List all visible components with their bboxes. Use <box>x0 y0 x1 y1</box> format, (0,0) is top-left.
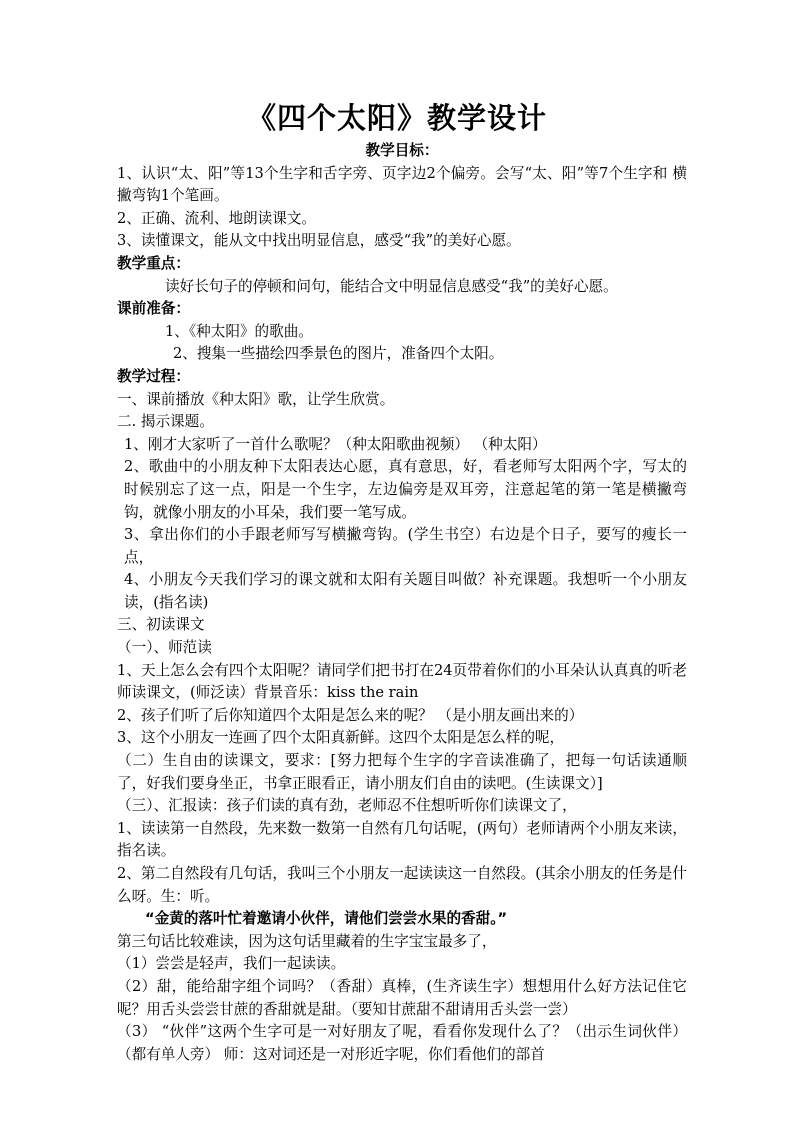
process-paragraph: 3、拿出你们的小手跟老师写写横撇弯钩。(学生书空）右边是个日子，要写的瘦长一点， <box>124 526 687 566</box>
section-heading: 三、初读课文 <box>117 616 205 634</box>
key-point-text: 读好长句子的停顿和问句，能结合文中明显信息感受“我”的美好心愿。 <box>165 277 618 295</box>
prep-item-1: 1、《种太阳》的歌曲。 <box>165 322 313 340</box>
process-paragraph: 二. 揭示课题。 <box>117 413 214 431</box>
objective-3: 3、读懂课文，能从文中找出明显信息，感受“我”的美好心愿。 <box>117 232 521 250</box>
document-title: 《四个太阳》教学设计 <box>246 101 547 135</box>
highlight-sentence: “金黄的落叶忙着邀请小伙伴，请他们尝尝水果的香甜。” <box>145 910 508 928</box>
document-body <box>117 140 687 1066</box>
key-point-heading: 教学重点： <box>117 254 190 272</box>
process-paragraph: 1、读读第一自然段，先来数一数第一自然有几句话呢，(两句）老师请两个小朋友来读，指名读。 <box>117 819 687 860</box>
process-paragraph: 2、孩子们听了后你知道四个太阳是怎么来的呢？ （是小朋友画出来的） <box>117 706 584 724</box>
process-paragraph: 1、天上怎么会有四个太阳呢？请同学们把书打在24页带着你们的小耳朵认认真真的听老师读课文，(师泛读）背景音乐：kiss the rain <box>117 661 687 702</box>
process-paragraph: （3） “伙伴”这两个生字可是一对好朋友了呢，看看你发现什么了？（出示生词伙伴） （都有单人旁） 师：这对词还是一对形近字呢，你们看他们的部首 <box>117 1023 687 1063</box>
process-paragraph: （1）尝尝是轻声，我们一起读读。 <box>117 955 346 973</box>
subsection-heading: （一）、师范读 <box>117 639 212 657</box>
process-paragraph: （二）生自由的读课文，要求：[努力把每个生字的字音读准确了，把每一句话读通顺了，好我们要身坐正，书拿正眼看正，请小朋友们自由的读吧。(生读课文）] <box>117 752 687 792</box>
process-paragraph: 一、课前播放《种太阳》歌，让学生欣赏。 <box>117 390 395 408</box>
process-paragraph: 4、小朋友今天我们学习的课文就和太阳有关题目叫做？补充课题。我想听一个小朋友读，(指名读) <box>124 571 687 611</box>
objective-2: 2、正确、流利、地朗读课文。 <box>117 209 317 227</box>
process-paragraph: （三）、汇报读：孩子们读的真有劲，老师忍不住想听听你们读课文了， <box>117 797 577 815</box>
objectives-heading: 教学目标： <box>365 142 439 159</box>
prep-heading: 课前准备： <box>117 300 190 318</box>
objective-1: 1、认识“太、阳”等13个生字和舌字旁、页字边2个偏旁。会写“太、阳”等7个生字和 横撇弯钩1个笔画。 <box>117 164 687 205</box>
prep-item-2: 2、搜集一些描绘四季景色的图片，准备四个太阳。 <box>173 345 504 363</box>
process-paragraph: 1、刚才大家听了一首什么歌呢？（种太阳歌曲视频） （种太阳） <box>124 435 547 453</box>
process-paragraph: 第三句话比较难读，因为这句话里藏着的生字宝宝最多了， <box>117 932 497 950</box>
process-paragraph: 3、这个小朋友一连画了四个太阳真新鲜。这四个太阳是怎么样的呢， <box>117 729 565 747</box>
process-paragraph: 2、第二自然段有几句话，我叫三个小朋友一起读读这一自然段。(其余小朋友的任务是什么呀。生：听。 <box>117 865 687 905</box>
process-paragraph: 2、歌曲中的小朋友种下太阳表达心愿，真有意思，好，看老师写太阳两个字，写太的时候别忘了这一点，阳是一个生字，左边偏旁是双耳旁，注意起笔的第一笔是横撇弯钩，就像小朋友的小耳朵，我们要一笔写成。 <box>124 458 687 521</box>
process-heading: 教学过程： <box>117 367 190 385</box>
process-paragraph: （2）甜，能给甜字组个词吗？（香甜）真棒，(生齐读生字）想想用什么好方法记住它呢？用舌头尝尝甘蔗的香甜就是甜。（要知甘蔗甜不甜请用舌头尝一尝） <box>117 977 687 1018</box>
